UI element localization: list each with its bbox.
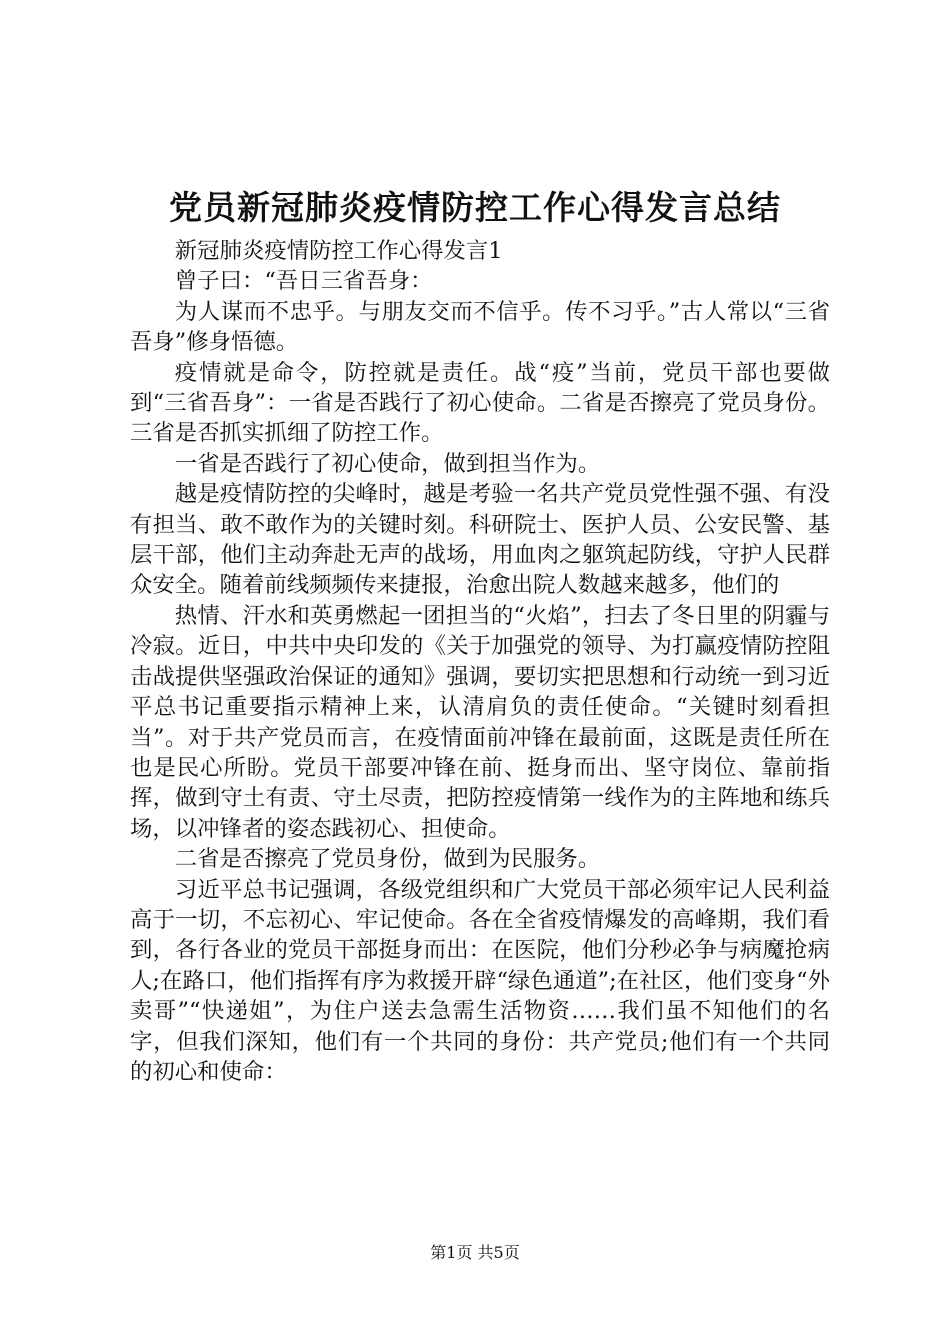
page-number-footer: 第1页 共5页 bbox=[430, 1243, 520, 1262]
paragraph: 习近平总书记强调，各级党组织和广大党员干部必须牢记人民利益高于一切，不忘初心、牢记使命。各在全省疫情爆发的高峰期，我们看到，各行各业的党员干部挺身而出：在医院，他们分秒必争与病魔抢病人;在路口，他们指挥有序为救援开辟“绿色通道”;在社区，他们变身“外卖哥”“快递姐”，为住户送去急需生活物资……我们虽不知他们的名字，但我们深知，他们有一个共同的身份：共产党员;他们有一个共同的初心和使命： bbox=[130, 876, 830, 1085]
paragraph: 一省是否践行了初心使命，做到担当作为。 bbox=[174, 450, 601, 477]
document-title: 党员新冠肺炎疫情防控工作心得发言总结 bbox=[169, 188, 781, 227]
paragraph: 二省是否擦亮了党员身份，做到为民服务。 bbox=[174, 846, 601, 873]
paragraph: 为人谋而不忠乎。与朋友交而不信乎。传不习乎。”古人常以“三省吾身”修身悟德。 bbox=[130, 298, 830, 356]
paragraph: 新冠肺炎疫情防控工作心得发言1 bbox=[174, 238, 503, 264]
paragraph: 曾子曰：“吾日三省吾身： bbox=[174, 268, 433, 295]
paragraph: 疫情就是命令，防控就是责任。战“疫”当前，党员干部也要做到“三省吾身”：一省是否践行了初心使命。二省是否擦亮了党员身份。三省是否抓实抓细了防控工作。 bbox=[130, 359, 830, 447]
paragraph: 越是疫情防控的尖峰时，越是考验一名共产党员党性强不强、有没有担当、敢不敢作为的关键时刻。科研院士、医护人员、公安民警、基层干部，他们主动奔赴无声的战场，用血肉之躯筑起防线，守护人民群众安全。随着前线频频传来捷报，治愈出院人数越来越多，他们的 bbox=[130, 481, 830, 599]
paragraph: 热情、汗水和英勇燃起一团担当的“火焰”，扫去了冬日里的阴霾与冷寂。近日，中共中央印发的《关于加强党的领导、为打赢疫情防控阻击战提供坚强政治保证的通知》强调，要切实把思想和行动统一到习近平总书记重要指示精神上来，认清肩负的责任使命。“关键时刻看担当”。对于共产党员而言，在疫情面前冲锋在最前面，这既是责任所在也是民心所盼。党员干部要冲锋在前、挺身而出、坚守岗位、靠前指挥，做到守土有责、守土尽责，把防控疫情第一线作为的主阵地和练兵场，以冲锋者的姿态践初心、担使命。 bbox=[130, 602, 830, 842]
document-body bbox=[130, 236, 830, 1087]
